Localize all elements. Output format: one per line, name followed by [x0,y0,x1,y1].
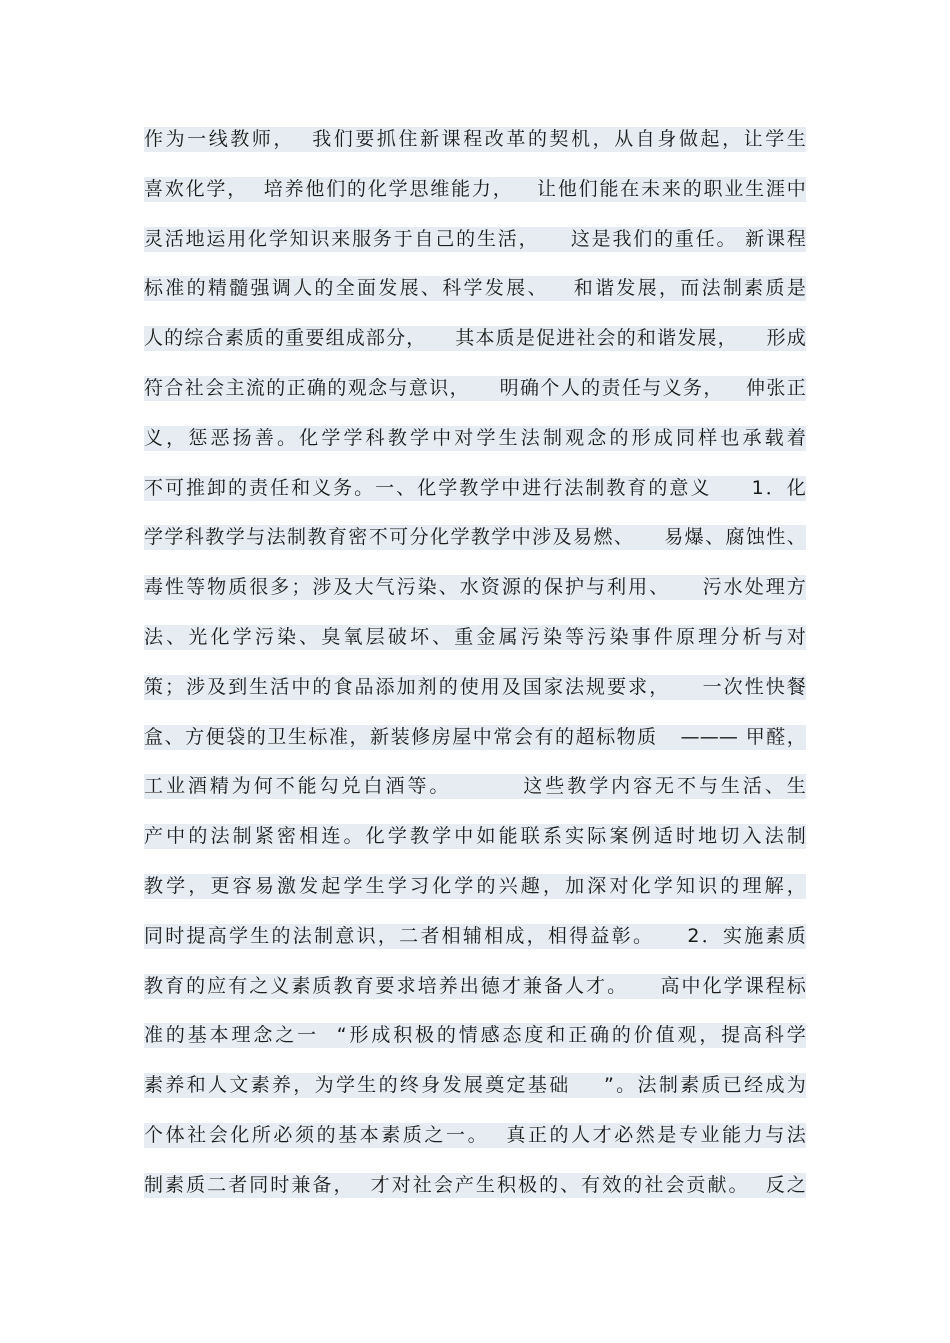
text-line [144,774,806,799]
line-text: 符合社会主流的正确的观念与意识， 明确个人的责任与义务， 伸张正 [144,376,806,399]
text-line [144,874,806,899]
text-line [144,974,806,999]
text-line [144,1073,806,1098]
body-text [144,127,806,1223]
text-line [144,1023,806,1048]
text-line [144,824,806,849]
text-line [144,625,806,650]
line-text: 教学，更容易激发起学生学习化学的兴趣，加深对化学知识的理解， [144,874,806,897]
text-line [144,575,806,600]
line-text: 同时提高学生的法制意识，二者相辅相成，相得益彰。 2．实施素质 [144,924,806,947]
line-text: 学学科教学与法制教育密不可分化学教学中涉及易燃、 易爆、腐蚀性、 [144,526,806,549]
text-line [144,725,806,750]
line-text: 个体社会化所必须的基本素质之一。 真正的人才必然是专业能力与法 [144,1123,806,1146]
text-line [144,177,806,202]
line-text: 策；涉及到生活中的食品添加剂的使用及国家法规要求， 一次性快餐 [144,675,806,698]
text-line [144,326,806,351]
text-line [144,1173,806,1198]
line-text: 喜欢化学， 培养他们的化学思维能力， 让他们能在未来的职业生涯中 [144,177,806,200]
line-text: 工业酒精为何不能勾兑白酒等。 这些教学内容无不与生活、生 [144,775,806,798]
line-text: 盒、方便袋的卫生标准，新装修房屋中常会有的超标物质 ——— 甲醛， [144,725,806,748]
text-line [144,476,806,501]
text-line [144,127,806,152]
line-text: 人的综合素质的重要组成部分， 其本质是促进社会的和谐发展， 形成 [144,327,806,350]
line-text: 毒性等物质很多；涉及大气污染、水资源的保护与利用、 污水处理方 [144,576,806,599]
line-text: 义，惩恶扬善。化学学科教学中对学生法制观念的形成同样也承载着 [144,426,806,449]
line-text: 教育的应有之义素质教育要求培养出德才兼备人才。 高中化学课程标 [144,974,806,997]
line-text: 作为一线教师， 我们要抓住新课程改革的契机，从自身做起，让学生 [144,128,806,150]
line-text: 不可推卸的责任和义务。一、化学教学中进行法制教育的意义 1．化 [144,476,806,499]
line-text: 标准的精髓强调人的全面发展、科学发展、 和谐发展，而法制素质是 [144,277,806,300]
line-text: 准的基本理念之一 “形成积极的情感态度和正确的价值观，提高科学 [144,1024,806,1047]
text-line [144,276,806,301]
line-text: 灵活地运用化学知识来服务于自己的生活， 这是我们的重任。 新课程 [144,227,806,250]
text-line [144,1123,806,1148]
line-text: 产中的法制紧密相连。化学教学中如能联系实际案例适时地切入法制 [144,825,806,848]
text-line [144,227,806,252]
text-line [144,525,806,550]
text-line [144,376,806,401]
line-text: 法、光化学污染、臭氧层破坏、重金属污染等污染事件原理分析与对 [144,625,806,648]
line-text: 制素质二者同时兼备， 才对社会产生积极的、有效的社会贡献。 反之 [144,1173,806,1196]
text-line [144,675,806,700]
text-line [144,924,806,949]
text-line [144,426,806,451]
line-text: 素养和人文素养，为学生的终身发展奠定基础 ”。法制素质已经成为 [144,1074,806,1097]
